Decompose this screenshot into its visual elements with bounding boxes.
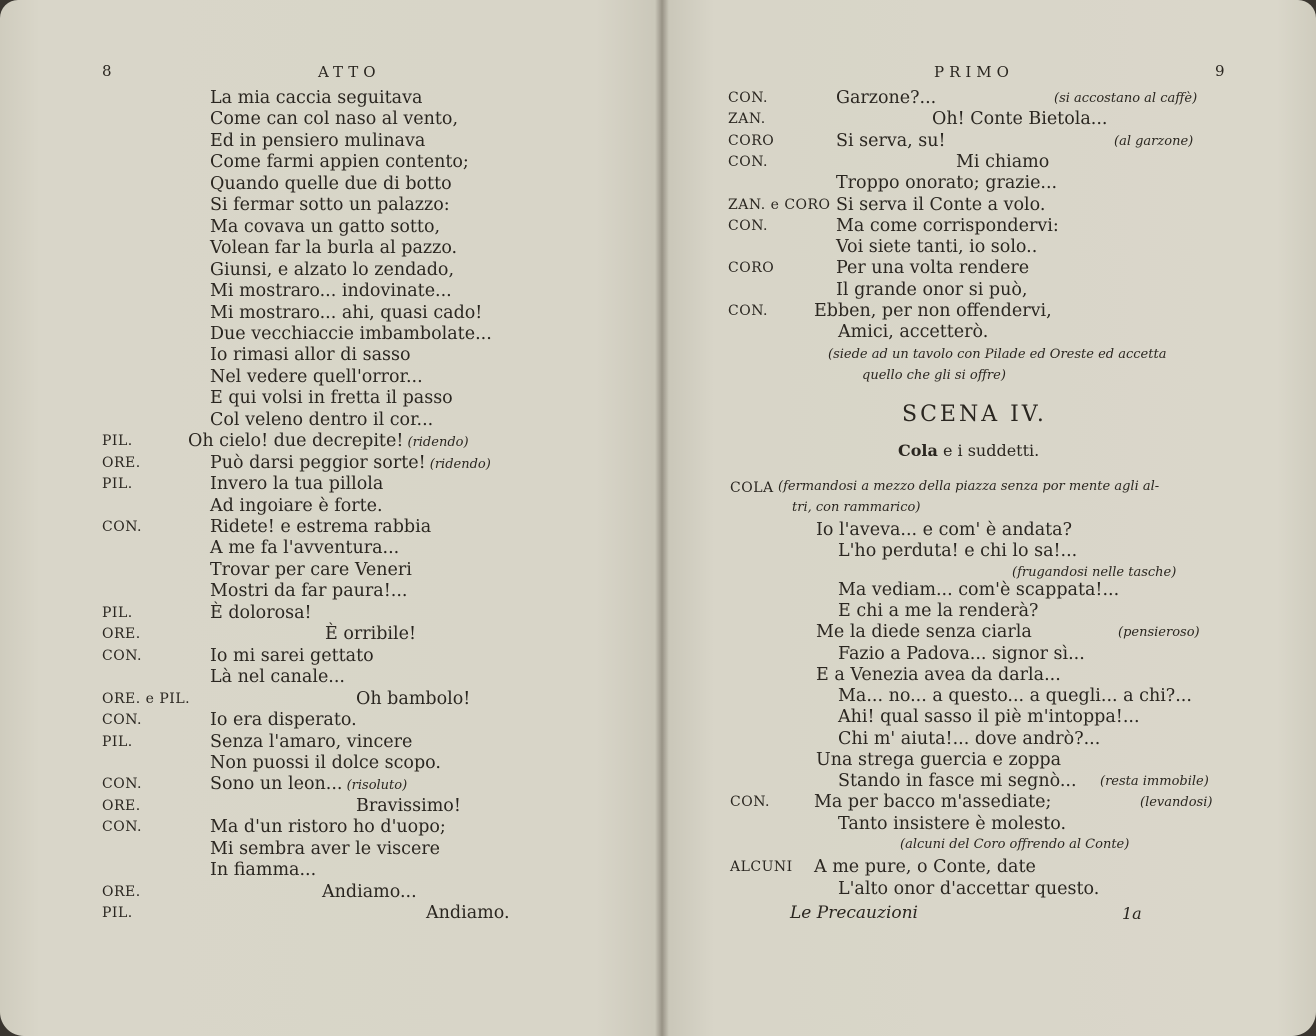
speaker-label: PIL.	[102, 476, 133, 492]
speaker-label: ORE.	[102, 626, 141, 642]
verse-line: Invero la tua pillola	[210, 474, 384, 494]
verse-line: Ma per bacco m'assediate;	[814, 792, 1052, 812]
verse-line: Giunsi, e alzato lo zendado,	[210, 260, 455, 280]
stage-direction: (alcuni del Coro offrendo al Conte)	[900, 837, 1130, 852]
verse-line: Il grande onor si può,	[836, 280, 1028, 300]
speaker-label: PIL.	[102, 734, 133, 750]
stage-direction: (risoluto)	[342, 778, 408, 793]
stage-direction: (pensieroso)	[1118, 625, 1200, 640]
speaker-label: PIL.	[102, 433, 133, 449]
verse-line: Io mi sarei gettato	[210, 646, 374, 666]
verse-line: Una strega guercia e zoppa	[816, 750, 1062, 770]
verse-line: Si serva il Conte a volo.	[836, 195, 1046, 215]
verse-line: Ebben, per non offendervi,	[814, 301, 1052, 321]
verse-line: Non puossi il dolce scopo.	[210, 753, 441, 773]
verse-line: Io l'aveva... e com' è andata?	[816, 520, 1072, 540]
verse-line: Bravissimo!	[356, 796, 461, 816]
verse-line: Può darsi peggior sorte! (ridendo)	[210, 453, 491, 473]
cast-name: Cola	[898, 441, 938, 460]
verse-line: Ma... no... a questo... a quegli... a chi?...	[838, 686, 1192, 706]
verse-line: Ma come corrispondervi:	[836, 216, 1059, 236]
verse-line: Come farmi appien contento;	[210, 152, 469, 172]
verse-line: Nel vedere quell'orror...	[210, 367, 423, 387]
verse-line: Come can col naso al vento,	[210, 109, 459, 129]
verse-line: Voi siete tanti, io solo..	[836, 237, 1038, 257]
page-number: 9	[1215, 62, 1225, 80]
verse-line: Troppo onorato; grazie...	[836, 173, 1058, 193]
speaker-label: CON.	[102, 519, 142, 535]
stage-direction: tri, con rammarico)	[792, 500, 921, 515]
speaker-label: CON.	[102, 648, 142, 664]
verse-line: Quando quelle due di botto	[210, 174, 452, 194]
verse-line: La mia caccia seguitava	[210, 88, 423, 108]
verse-line: Là nel canale...	[210, 667, 345, 687]
verse-line: È dolorosa!	[210, 603, 312, 623]
verse-line: Andiamo.	[426, 903, 510, 923]
verse-line: A me fa l'avventura...	[210, 538, 400, 558]
stage-direction: (ridendo)	[425, 457, 491, 472]
speaker-label: CON.	[728, 90, 768, 106]
scene-cast	[898, 440, 1039, 461]
verse-line: Me la diede senza ciarla	[816, 622, 1032, 642]
verse-line: L'ho perduta! e chi lo sa!...	[838, 541, 1078, 561]
footer-signature: 1a	[1122, 904, 1142, 923]
speaker-label: CON.	[102, 712, 142, 728]
speaker-label: CON.	[102, 819, 142, 835]
verse-line: Oh cielo! due decrepite! (ridendo)	[188, 431, 469, 451]
verse-line: Per una volta rendere	[836, 258, 1030, 278]
speaker-label: CORO	[728, 260, 775, 276]
verse-line: Volean far la burla al pazzo.	[210, 238, 458, 258]
verse-line: Col veleno dentro il cor...	[210, 410, 434, 430]
verse-line: L'alto onor d'accettar questo.	[838, 879, 1100, 899]
stage-direction: (siede ad un tavolo con Pilade ed Oreste ed accetta	[828, 347, 1167, 362]
verse-line: Si serva, su!	[836, 131, 946, 151]
verse-line: Ad ingoiare è forte.	[210, 496, 383, 516]
speaker-label: ZAN. e CORO	[728, 197, 831, 213]
stage-direction: (levandosi)	[1140, 795, 1213, 810]
verse-line: Mi sembra aver le viscere	[210, 839, 441, 859]
speaker-label: CON.	[728, 218, 768, 234]
speaker-label: PIL.	[102, 905, 133, 921]
stage-direction: (al garzone)	[1114, 134, 1194, 149]
running-head: ATTO	[318, 63, 381, 81]
verse-line: Ma covava un gatto sotto,	[210, 217, 441, 237]
cast-rest: e i suddetti.	[942, 441, 1040, 460]
page-number: 8	[102, 62, 112, 80]
scene-title: SCENA IV.	[902, 402, 1047, 427]
verse-line: Andiamo...	[322, 882, 417, 902]
verse-line: Sono un leon... (risoluto)	[210, 774, 408, 794]
verse-line: Io era disperato.	[210, 710, 357, 730]
verse-line: Garzone?...	[836, 88, 937, 108]
verse-line: Stando in fasce mi segnò...	[838, 771, 1077, 791]
verse-line: Ma vediam... com'è scappata!...	[838, 580, 1120, 600]
verse-line: E qui volsi in fretta il passo	[210, 388, 453, 408]
gutter	[655, 0, 669, 1036]
right-page	[662, 0, 1316, 1036]
verse-line: Oh bambolo!	[356, 689, 471, 709]
verse-line: Ed in pensiero mulinava	[210, 131, 426, 151]
verse-line: Mi mostraro... ahi, quasi cado!	[210, 303, 483, 323]
speaker-label: PIL.	[102, 605, 133, 621]
speaker-label: CORO	[728, 133, 775, 149]
speaker-label: ALCUNI	[730, 859, 793, 875]
verse-line: Ridete! e estrema rabbia	[210, 517, 432, 537]
footer-title: Le Precauzioni	[790, 903, 918, 923]
stage-direction: (fermandosi a mezzo della piazza senza por mente agli al-	[778, 479, 1160, 494]
verse-line: Due vecchiaccie imbambolate...	[210, 324, 492, 344]
verse-line: In fiamma...	[210, 860, 317, 880]
speaker-label: ZAN.	[728, 111, 766, 127]
verse-line: Si fermar sotto un palazzo:	[210, 195, 450, 215]
speaker-label: CON.	[730, 794, 770, 810]
speaker-label: COLA	[730, 480, 774, 496]
verse-line: A me pure, o Conte, date	[814, 857, 1036, 877]
stage-direction: quello che gli si offre)	[862, 368, 1006, 383]
verse-line: E chi a me la renderà?	[838, 601, 1039, 621]
verse-line: Ma d'un ristoro ho d'uopo;	[210, 817, 446, 837]
stage-direction: (si accostano al caffè)	[1054, 91, 1198, 106]
speaker-label: CON.	[102, 776, 142, 792]
verse-line: Tanto insistere è molesto.	[838, 814, 1067, 834]
verse-line: Mostri da far paura!...	[210, 581, 408, 601]
verse-line: Mi mostraro... indovinate...	[210, 281, 452, 301]
verse-line: Chi m' aiuta!... dove andrò?...	[838, 729, 1101, 749]
verse-line: E a Venezia avea da darla...	[816, 665, 1061, 685]
speaker-label: ORE. e PIL.	[102, 691, 191, 707]
speaker-label: ORE.	[102, 884, 141, 900]
verse-line: Amici, accetterò.	[838, 322, 989, 342]
speaker-label: CON.	[728, 154, 768, 170]
verse-line: Io rimasi allor di sasso	[210, 345, 411, 365]
verse-line: Oh! Conte Bietola...	[932, 109, 1108, 129]
verse-line: È orribile!	[325, 624, 416, 644]
speaker-label: ORE.	[102, 798, 141, 814]
running-head: PRIMO	[934, 63, 1014, 81]
stage-direction: (ridendo)	[403, 435, 469, 450]
speaker-label: ORE.	[102, 455, 141, 471]
stage-direction: (resta immobile)	[1100, 774, 1209, 789]
verse-line: Ahi! qual sasso il piè m'intoppa!...	[838, 707, 1140, 727]
stage-direction: (frugandosi nelle tasche)	[1012, 565, 1177, 580]
speaker-label: CON.	[728, 303, 768, 319]
verse-line: Senza l'amaro, vincere	[210, 732, 413, 752]
verse-line: Fazio a Padova... signor sì...	[838, 644, 1085, 664]
verse-line: Trovar per care Veneri	[210, 560, 412, 580]
verse-line: Mi chiamo	[956, 152, 1050, 172]
